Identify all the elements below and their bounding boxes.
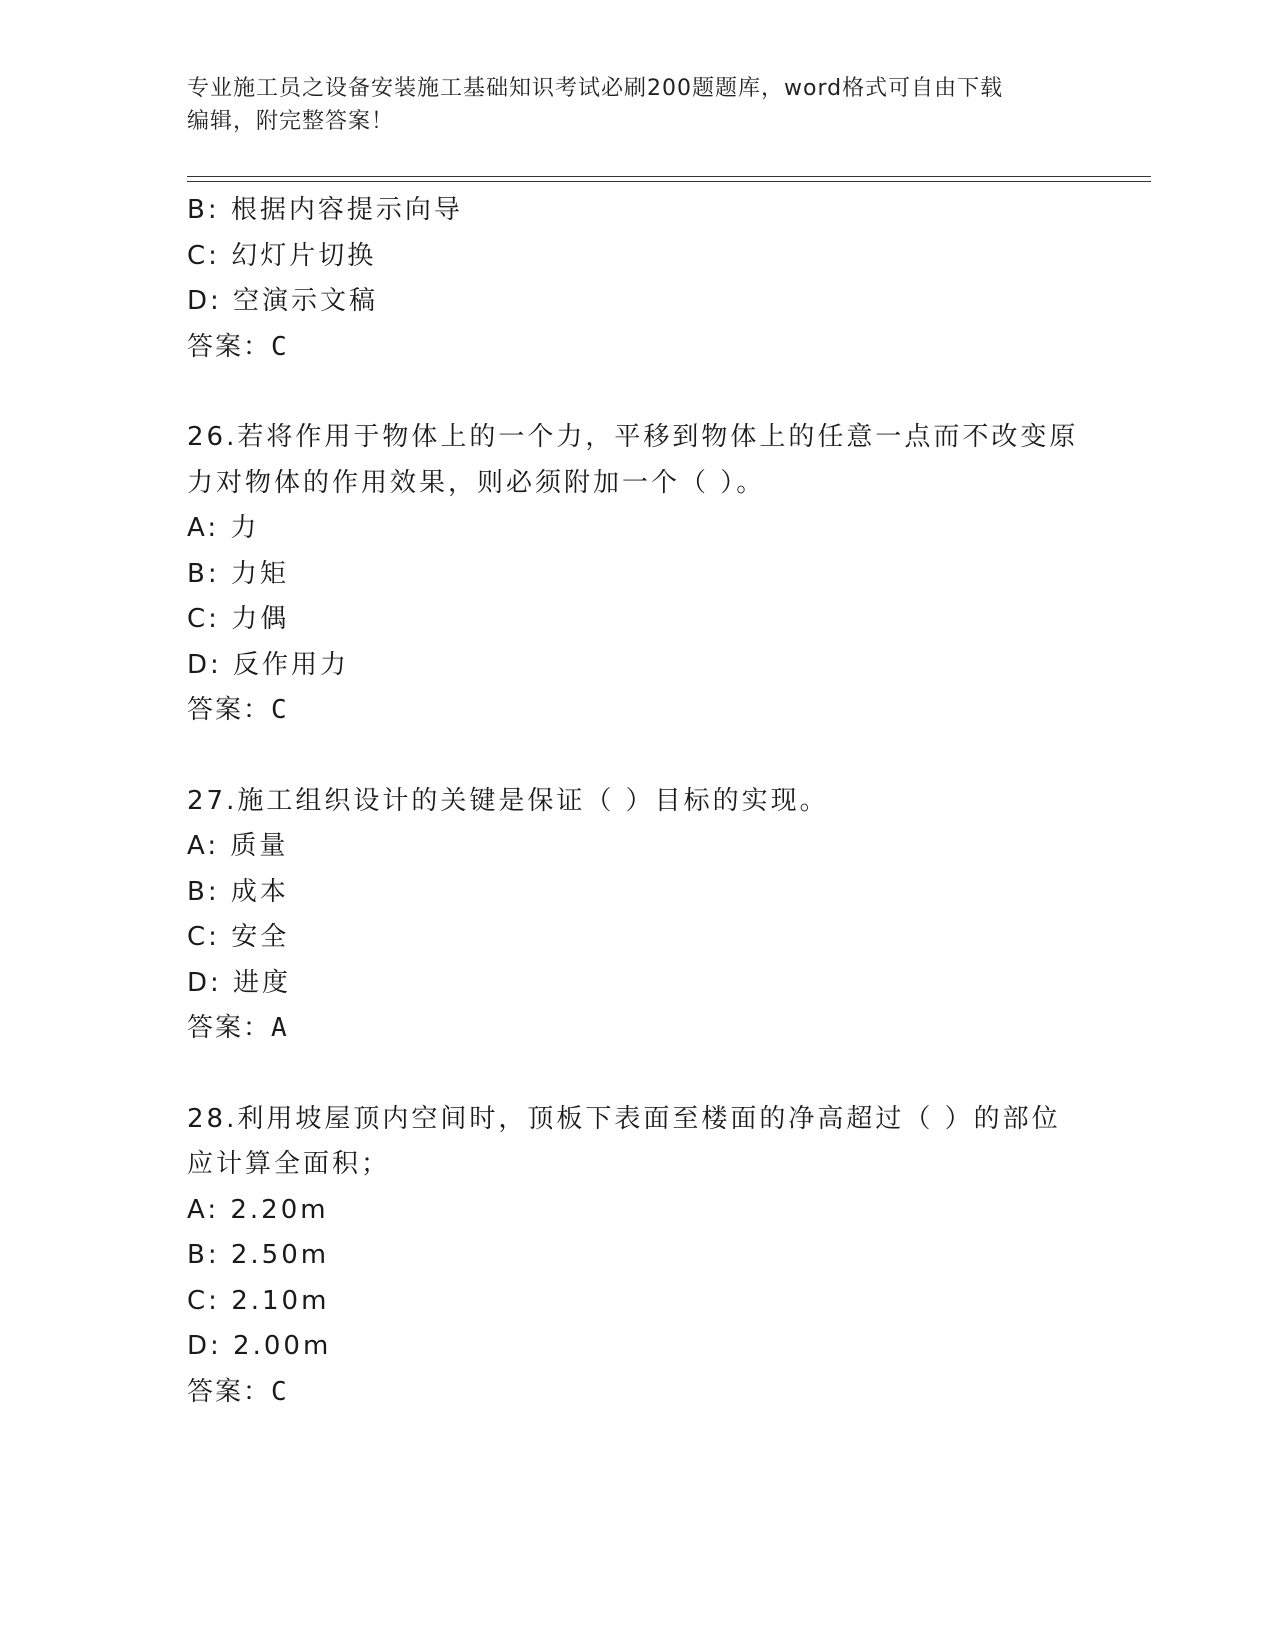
- answer-line: [187, 325, 1087, 371]
- question-28-block: [187, 1097, 1087, 1416]
- spacer: [187, 1052, 1087, 1097]
- option-c: [187, 1279, 1087, 1325]
- option-text: 质量: [230, 831, 289, 861]
- option-label: D:: [187, 286, 222, 316]
- option-d: [187, 961, 1087, 1007]
- option-a: [187, 1188, 1087, 1234]
- option-text: 进度: [233, 967, 292, 998]
- option-text: 安全: [231, 922, 290, 952]
- option-label: D:: [187, 1331, 222, 1361]
- option-label: C:: [187, 240, 220, 271]
- option-d: [187, 643, 1087, 689]
- question-number: 26.: [187, 422, 238, 452]
- option-d: [187, 279, 1087, 325]
- option-label: A:: [187, 831, 220, 861]
- question-stem-line-2: 应计算全面积；: [187, 1149, 391, 1179]
- option-text: 幻灯片切换: [231, 240, 377, 271]
- option-text: 力矩: [230, 558, 289, 589]
- question-stem-line-2: 力对物体的作用效果，则必须附加一个（ ）。: [187, 467, 766, 498]
- spacer: [187, 370, 1087, 415]
- option-a: [187, 824, 1087, 870]
- header-title-line-2: 编辑，附完整答案！: [187, 109, 395, 134]
- option-text: 2.10m: [231, 1285, 330, 1316]
- option-b: [187, 188, 1087, 234]
- answer-label: 答案：: [187, 1013, 272, 1043]
- continued-question-block: [187, 188, 1087, 370]
- option-label: A:: [187, 513, 220, 543]
- document-header: [187, 72, 1067, 138]
- answer-value: C: [271, 695, 290, 725]
- option-d: [187, 1324, 1087, 1370]
- option-text: 力: [230, 513, 260, 543]
- answer-line: [187, 1370, 1087, 1416]
- option-b: [187, 1233, 1087, 1279]
- option-text: 2.50m: [230, 1240, 330, 1270]
- question-text: 若将作用于物体上的一个力，平移到物体上的任意一点而不改变原: [237, 422, 1079, 452]
- header-title-line-1: 专业施工员之设备安装施工基础知识考试必刷200题题库，word格式可自由下载: [187, 76, 1004, 101]
- answer-line: [187, 688, 1087, 734]
- option-text: 根据内容提示向导: [230, 195, 463, 225]
- question-number: 27.: [187, 785, 238, 816]
- option-c: [187, 915, 1087, 961]
- option-label: D:: [187, 649, 222, 680]
- answer-label: 答案：: [187, 695, 272, 725]
- answer-line: [187, 1006, 1087, 1052]
- header-divider-top: [187, 176, 1151, 177]
- option-label: C:: [187, 1285, 220, 1316]
- question-number: 28.: [187, 1103, 238, 1134]
- option-c: [187, 234, 1087, 280]
- option-label: C:: [187, 604, 220, 634]
- answer-value: A: [271, 1013, 290, 1043]
- question-27-block: [187, 779, 1087, 1052]
- spacer: [187, 734, 1087, 779]
- option-text: 2.20m: [230, 1194, 329, 1225]
- question-text: 利用坡屋顶内空间时，顶板下表面至楼面的净高超过（ ）的部位: [237, 1103, 1061, 1134]
- answer-value: C: [271, 331, 290, 362]
- option-label: B:: [187, 195, 220, 225]
- option-label: B:: [187, 1240, 220, 1270]
- answer-label: 答案：: [187, 1376, 272, 1407]
- option-text: 反作用力: [233, 649, 350, 680]
- option-label: D:: [187, 967, 222, 998]
- option-label: B:: [187, 558, 220, 589]
- question-text: 施工组织设计的关键是保证（ ）目标的实现。: [237, 785, 829, 816]
- header-divider-bottom: [187, 181, 1151, 182]
- option-text: 2.00m: [233, 1331, 332, 1361]
- option-a: [187, 506, 1087, 552]
- option-label: C:: [187, 922, 220, 952]
- option-text: 空演示文稿: [233, 286, 379, 316]
- question-stem-line-1: [187, 779, 1087, 825]
- option-b: [187, 870, 1087, 916]
- answer-value: C: [271, 1376, 290, 1407]
- question-26-block: [187, 415, 1087, 734]
- option-label: A:: [187, 1194, 220, 1225]
- option-c: [187, 597, 1087, 643]
- question-content: [187, 188, 1087, 1415]
- option-text: 力偶: [231, 604, 290, 634]
- answer-label: 答案：: [187, 331, 272, 362]
- question-stem-line-1: [187, 415, 1087, 461]
- option-b: [187, 552, 1087, 598]
- option-label: B:: [187, 876, 220, 907]
- option-text: 成本: [230, 876, 289, 907]
- question-stem-line-1: [187, 1097, 1087, 1143]
